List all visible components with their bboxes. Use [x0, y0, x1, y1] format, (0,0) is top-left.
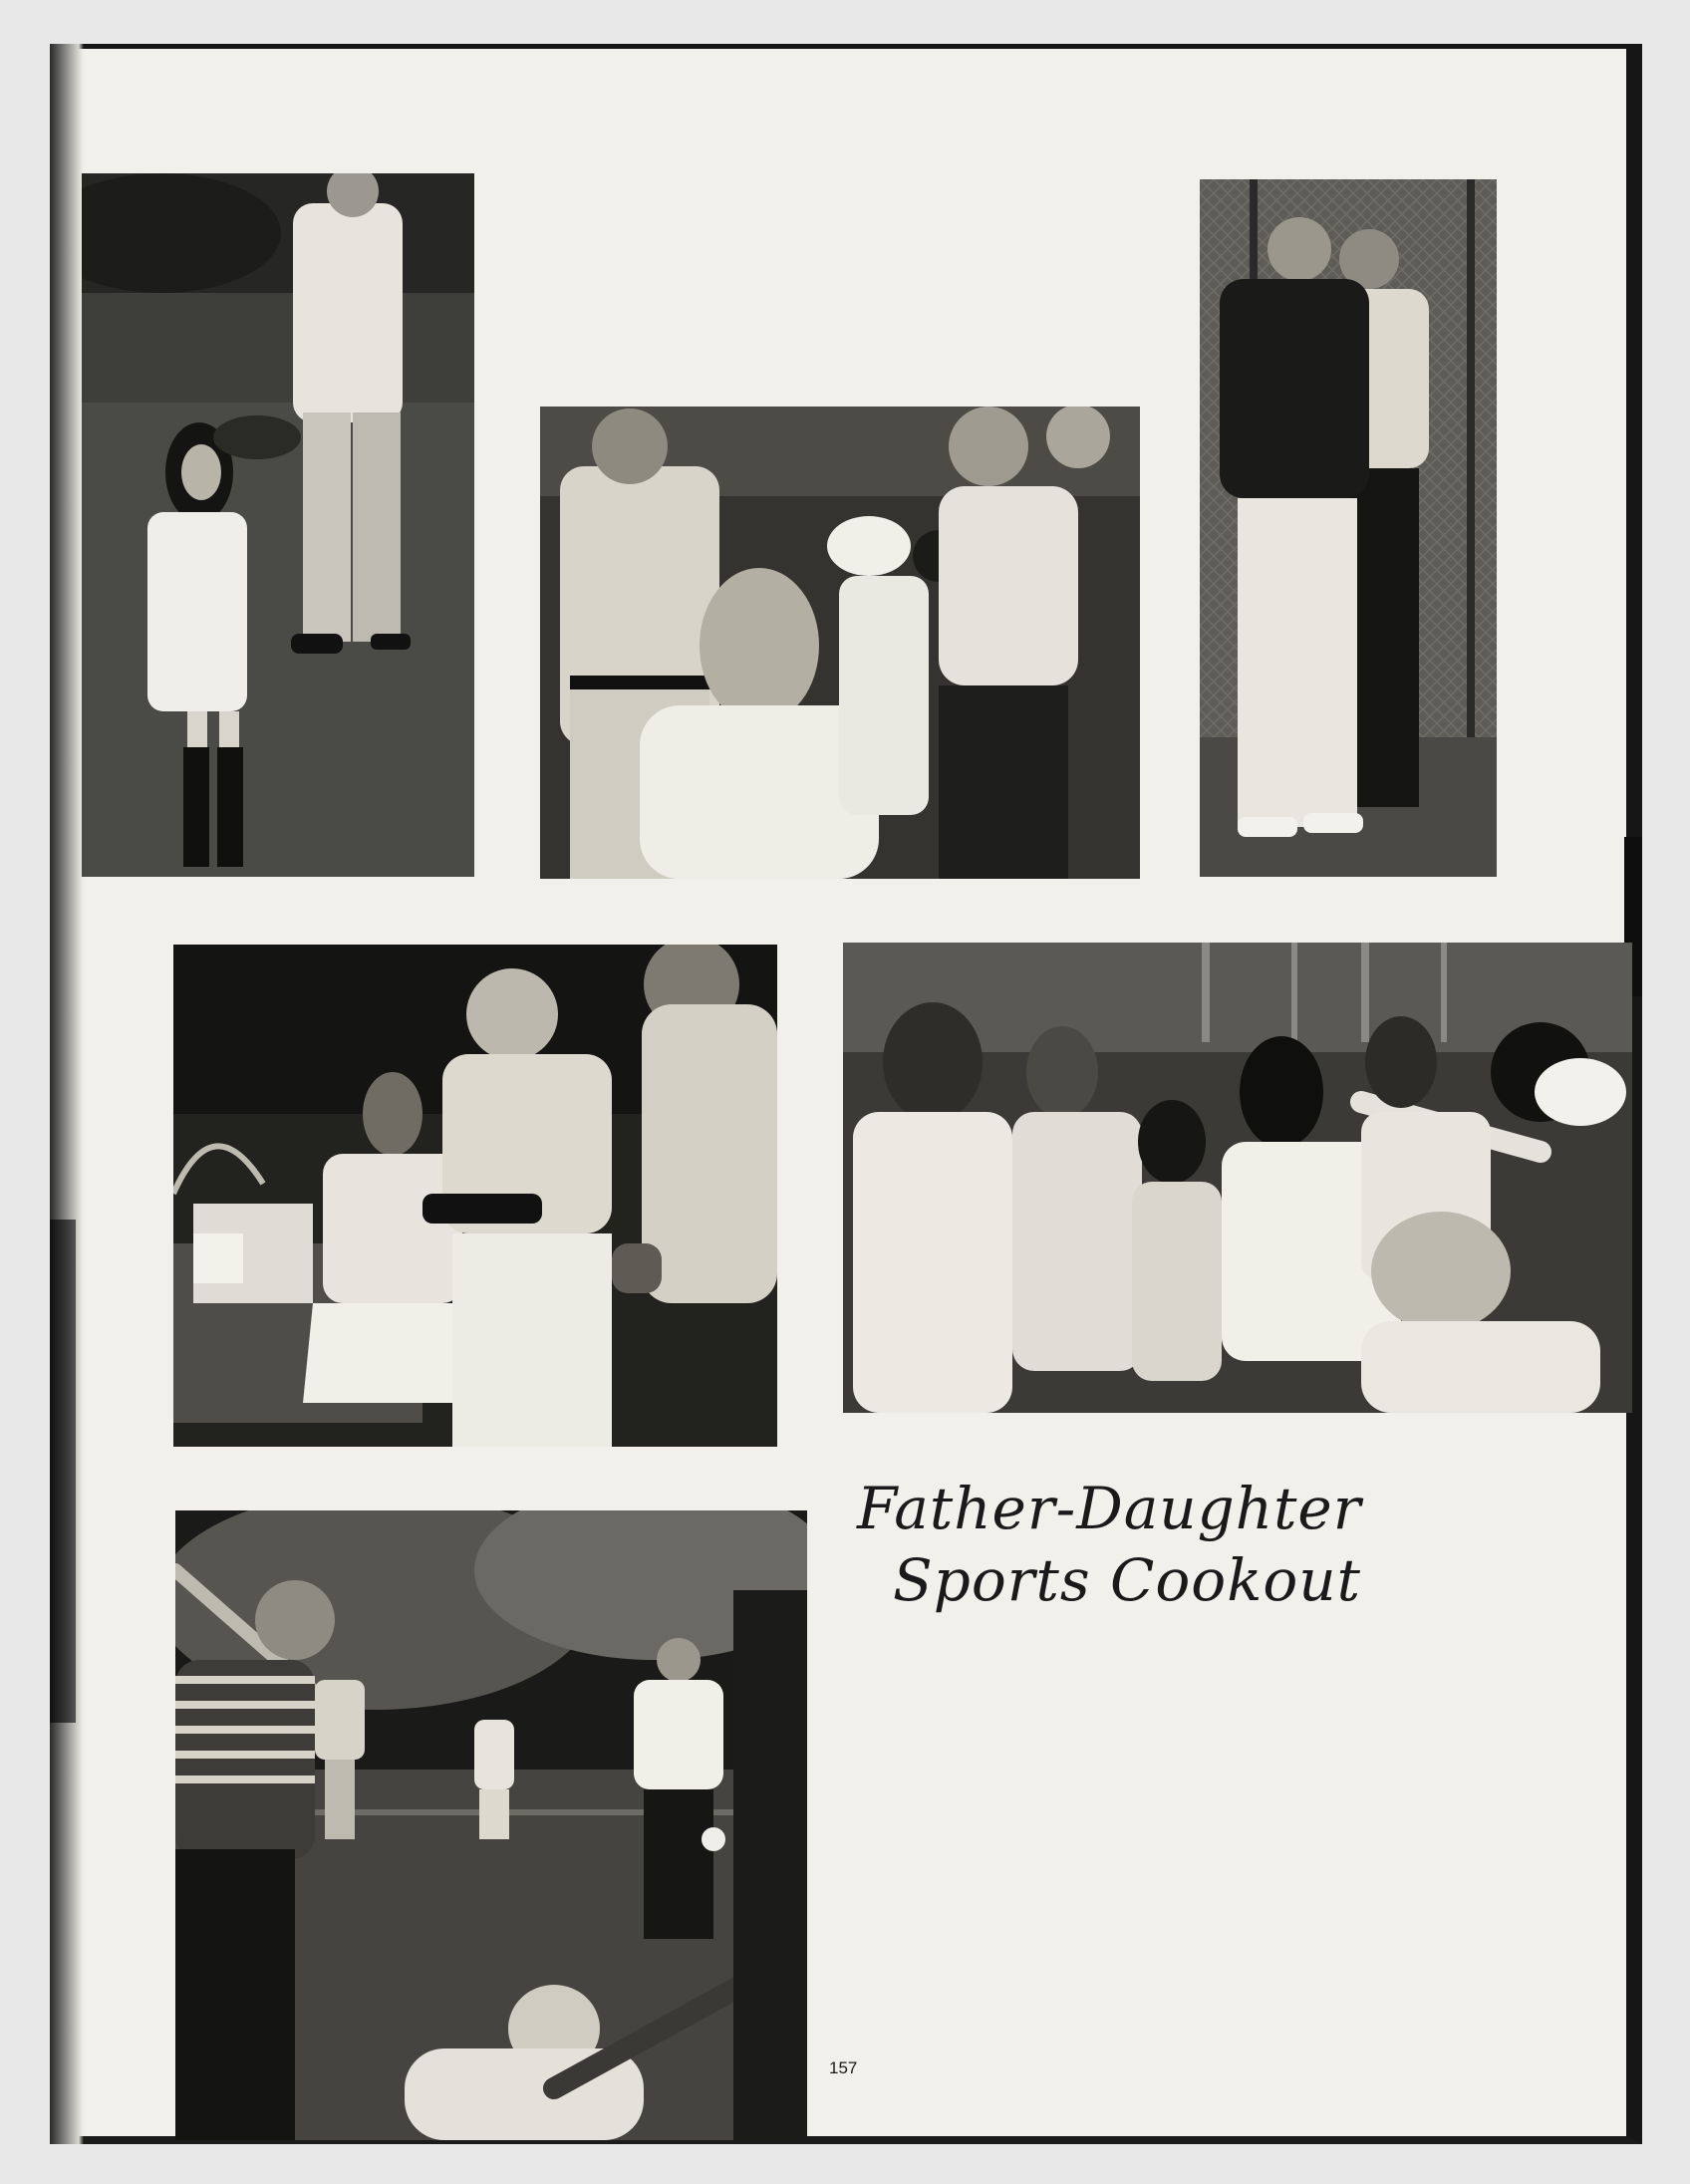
- binding-shadow: [50, 44, 84, 2144]
- title-line-1: Father-Daughter: [857, 1475, 1362, 1542]
- title-line-2: Sports Cookout: [893, 1546, 1361, 1614]
- page-number: 157: [829, 2058, 858, 2077]
- photo-group-of-girls: [843, 943, 1632, 1413]
- photo-girl-with-glove: [82, 173, 474, 877]
- photo-softball-game: [175, 1510, 807, 2140]
- photo-men-by-fence: [1200, 179, 1497, 877]
- page-title: [857, 1473, 1415, 1616]
- facing-page-edge: [50, 1220, 76, 1723]
- photo-crowd-fathers: [540, 407, 1140, 879]
- photo-cookout-grill: [173, 945, 777, 1447]
